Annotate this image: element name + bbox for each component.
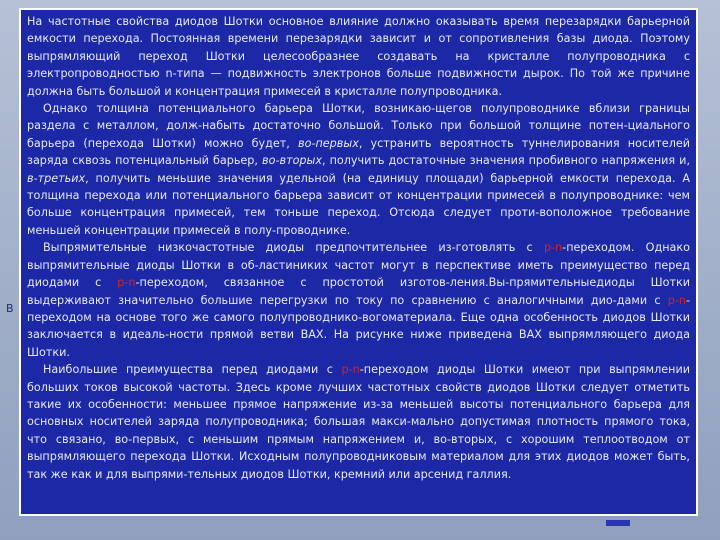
paragraph-text: , получить достаточные значения пробивного напряжения и, (322, 154, 690, 168)
pn-term: p-n (341, 363, 360, 377)
paragraph-4 (27, 361, 690, 483)
paragraph-3 (27, 239, 690, 361)
paragraph-text: -переходом. Однако выпрямительные диоды Шотки в об-ластиниких частот могут в перспективе иметь преимущество перед диодами с (27, 241, 690, 290)
paragraph-2 (27, 100, 690, 239)
paragraph-text: , получить меньшие значения удельной (на единицу площади) барьерной емкости перехода. А толщина перехода или потенциального барьера зависит от концентрации примесей в полупроводнике: чем больше концентрация примесей, тем тоньше переход. Отсюда следует проти-воположное требование меньшей концентрации примесей в полу-проводнике. (27, 171, 690, 237)
italic-term: в-третьих (27, 171, 86, 185)
text-panel (19, 8, 698, 516)
paragraph-text: -переходом на основе того же самого полупроводнико-вогоматериала. Еще одна особенность диодов Шотки заключается в идеаль-ности прямой ветви ВАХ. На рисунке ниже приведена ВАХ выпрямляющего диода Шотки. (27, 293, 690, 359)
paragraph-text: -переходом, связанное с простотой изготов-ления.Вы-прямительныедиоды Шотки выдерживают значительно большие перегрузки по току по сравнению с аналогичными дио-дами с (27, 276, 690, 307)
paragraph-text: На частотные свойства диодов Шотки основное влияние должно оказывать время перезарядки барьерной емкости перехода. Постоянная времени перезарядки зависит и от сопротивления базы диода. Поэтому выпрямляющий переход Шотки целесообразнее создавать на кристалле полупроводника с электропроводностью n-типа — подвижность электронов больше подвижности дырок. По той же причине должна быть большой и концентрация примесей в кристалле полупроводника. (27, 15, 690, 98)
paragraph-text: Выпрямительные низкочастотные диоды предпочтительнее из-готовлять с (43, 241, 544, 255)
accent-bar (606, 520, 630, 526)
paragraph-text: Однако толщина потенциального барьера Шотки, возникаю-щегов полупроводнике вблизи границы раздела с металлом, долж-набыть достаточно большой. Только при большой толщине потен-циального барьера (перехода Шотки) можно будет, (27, 102, 690, 150)
italic-term: во-первых (298, 136, 359, 150)
paragraph-1 (27, 13, 690, 100)
paragraph-text: , устранить вероятность туннелирования носителей заряда сквозь потенциальный барьер, (27, 136, 690, 168)
paragraph-text: -переходом диоды Шотки имеют при выпрямлении больших токов высокой частоты. Здесь кроме лучших частотных свойств диодов Шотки следует отметить такие их особенности: меньшее прямое напряжение из-за меньшей высоты потенциального барьера для основных носителей заряда полупроводника; большая макси-мально допустимая плотность прямого тока, что связано, во-первых, с меньшим прямым напряжением и, во-вторых, с хорошим теплоотводом от выпрямляющего перехода Шотки. Исходным полупроводниковым материалом для этих диодов может быть, так же как и для выпрями-тельных диодов Шотки, кремний или арсенид галлия. (27, 363, 690, 481)
side-letter: В (6, 302, 14, 315)
pn-term: p-n (117, 276, 136, 290)
pn-term: p-n (667, 293, 686, 307)
italic-term: во-вторых (262, 154, 322, 168)
paragraph-text: Наибольшие преимущества перед диодами с (43, 363, 342, 377)
pn-term: p-n (543, 241, 563, 255)
